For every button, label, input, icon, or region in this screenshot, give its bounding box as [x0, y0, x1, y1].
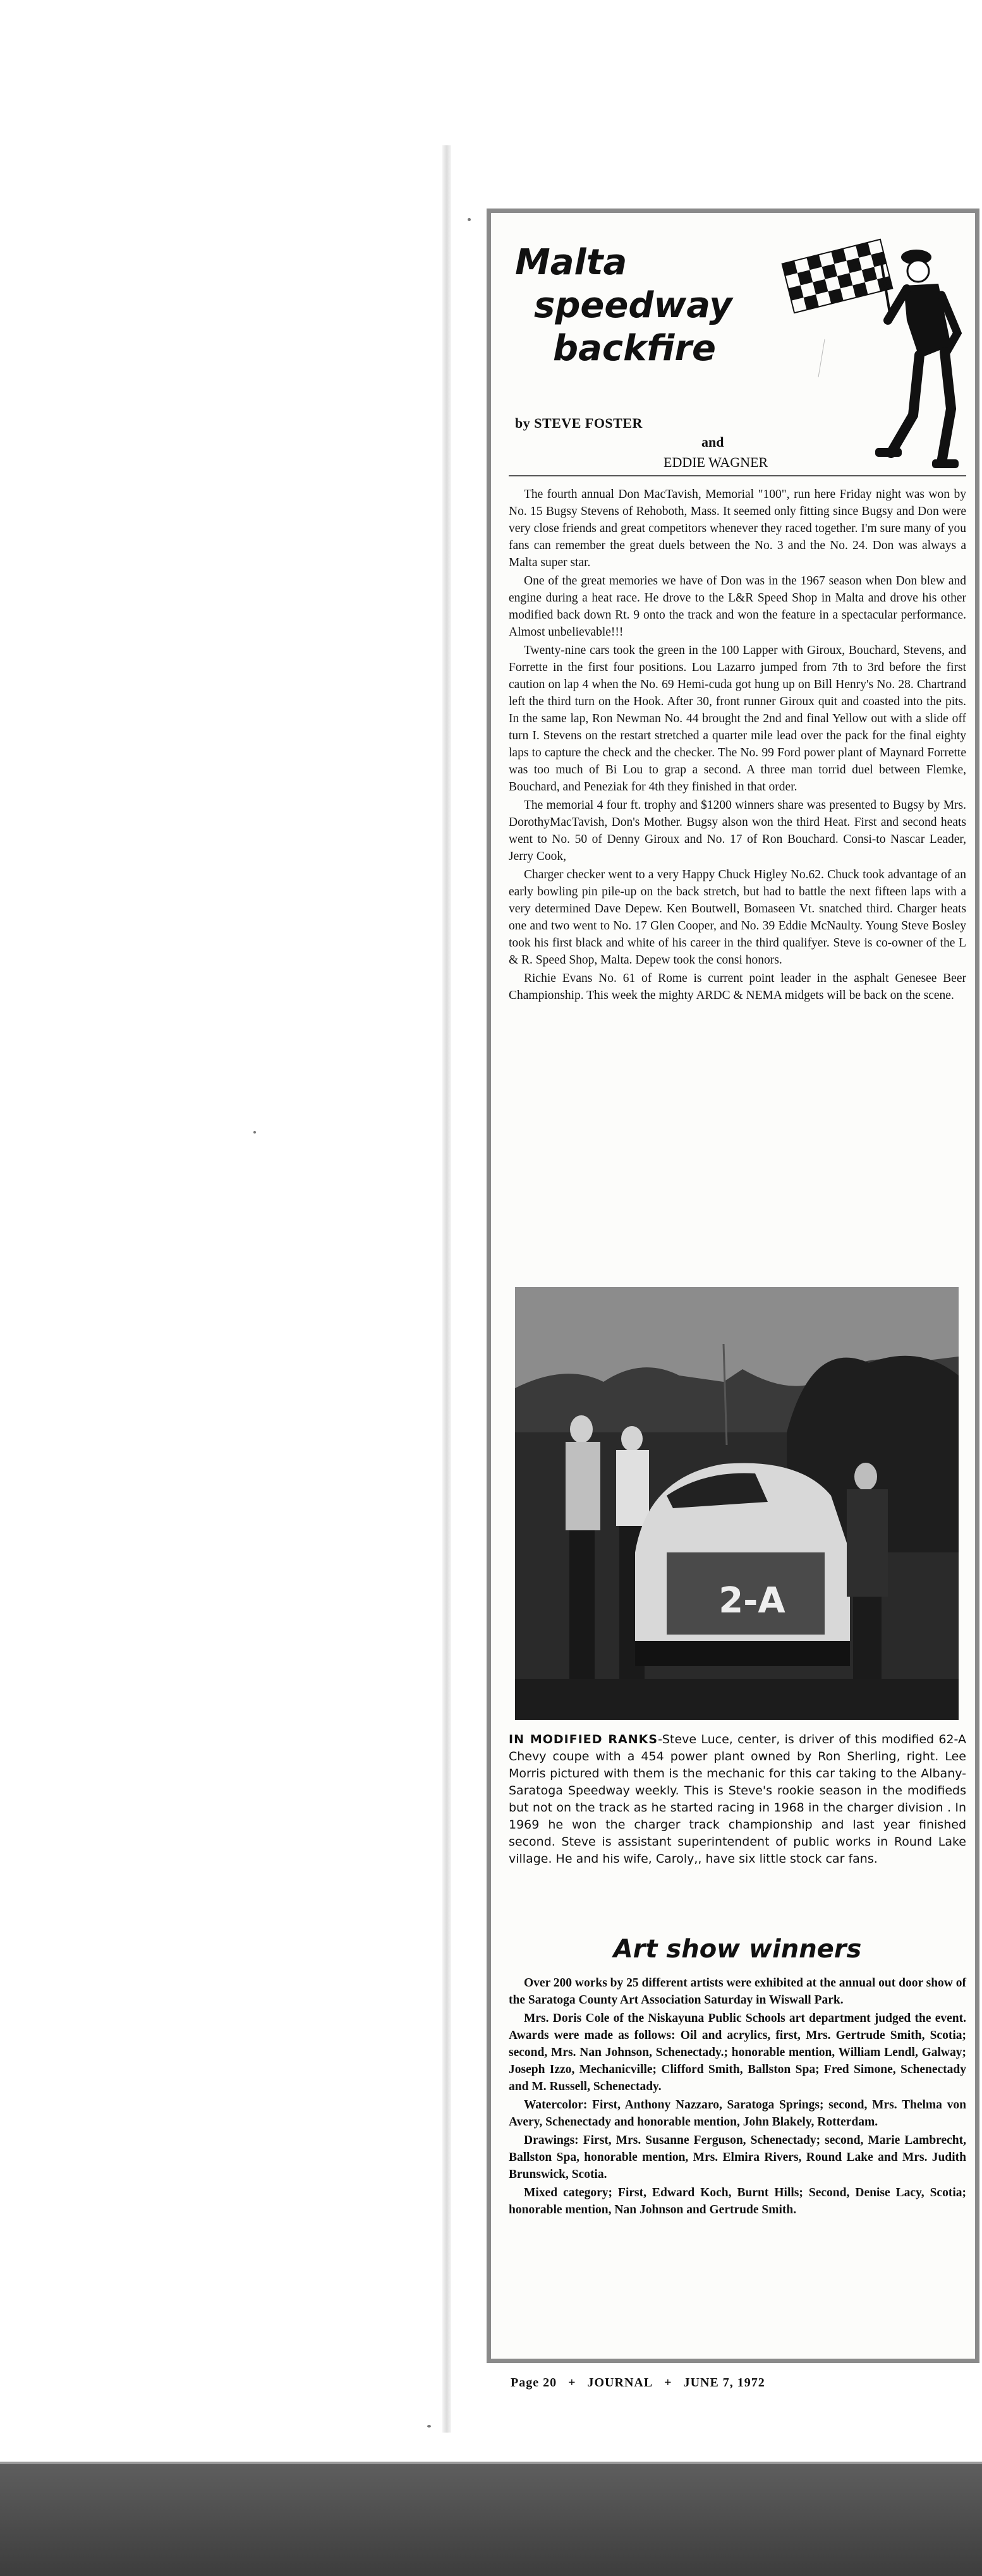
scan-speck: [468, 218, 471, 221]
art-show-paragraph: Over 200 works by 25 different artists were exhibited at the annual out door show of the Saratoga County Art Association Saturday in Wiswall Park.: [509, 1976, 967, 2007]
photo-caption: [509, 1731, 966, 1868]
byline: by STEVE FOSTER: [515, 415, 643, 431]
byline-second-author: EDDIE WAGNER: [664, 454, 768, 470]
page-footer: [511, 2376, 890, 2390]
article-body: [509, 486, 966, 1005]
art-show-paragraph: Watercolor: First, Anthony Nazzaro, Saratoga Springs; second, Mrs. Thelma von Avery, Schenectady and honorable mention, John Blakely, Rotterdam.: [509, 2098, 966, 2129]
article-title: [515, 241, 755, 370]
art-show-paragraph: Drawings: First, Mrs. Susanne Ferguson, Schenectady; second, Marie Lambrecht, Ballston Spa, honorable mention, Mrs. Elmira Rivers, Round Lake and Mrs. Judith Brunswick, Scotia.: [509, 2134, 966, 2181]
title-line: Malta: [515, 242, 627, 283]
article-header: [509, 226, 966, 476]
scan-edge-shadow: [442, 145, 451, 2433]
caption-lead: IN MODIFIED RANKS: [509, 1732, 658, 1746]
checkered-flag-man-illustration: [761, 226, 964, 472]
art-show-paragraph: Mrs. Doris Cole of the Niskayuna Public Schools art department judged the event. Awards were made as follows: Oil and acrylics, first, Mrs. Gertrude Smith, Scotia; second, Mrs. Nan Johnson, Schenectady.; honorable mention, William Lendl, Galway; Joseph Izzo, Mechanicville; Clifford Smith, Ballston Spa; Fred Simone, Schenectady and M. Russell, Schenectady.: [509, 2012, 966, 2093]
newspaper-name: JOURNAL: [587, 2376, 653, 2390]
footer-separator: +: [568, 2376, 576, 2390]
car-number: 2-A: [718, 1580, 785, 1621]
scanner-bed-band: [0, 2464, 982, 2576]
scan-speck: [253, 1131, 256, 1134]
newspaper-clipping: [487, 209, 979, 2363]
page-number: Page 20: [511, 2376, 557, 2390]
byline-and: and: [701, 434, 724, 450]
article-paragraph: Richie Evans No. 61 of Rome is current point leader in the asphalt Genesee Beer Championship. This week the mighty ARDC & NEMA midgets will be back on the scene.: [509, 972, 966, 1002]
article-paragraph: The memorial 4 four ft. trophy and $1200 winners share was presented to Bugsy by Mrs. DorothyMacTavish, Don's Mother. Bugsy alson won the third Heat. First and second heats went to No. 50 of Denny Giroux and No. 17 of Ron Bouchard. Consi-to Nascar Leader, Jerry Cook,: [509, 799, 966, 863]
caption-text: -Steve Luce, center, is driver of this modified 62-A Chevy coupe with a 454 power plant owned by Ron Sherling, right. Lee Morris pictured with them is the mechanic for this car taking to the Albany-Saratoga Speedway weekly. This is Steve's rookie season in the modifieds but not on the track as he started racing in 1968 in the charger division . In 1969 he won the charger track championship and last year finished second. Steve is assistant superintendent of public works in Round Lake village. He and his wife, Caroly,, have six little stock car fans.: [509, 1732, 966, 1866]
art-show-headline: Art show winners: [613, 1935, 862, 1964]
title-line: speedway: [534, 285, 732, 326]
art-show-body: [509, 1974, 966, 2220]
article-paragraph: Charger checker went to a very Happy Chuck Higley No.62. Chuck took advantage of an early bowling pin pile-up on the back stretch, but had to battle the next fifteen laps with a very determined Dave Depew. Ken Boutwell, Bomaseen Vt. snatched third. Charger heats one and two went to No. 17 Glen Cooper, and No. 39 Eddie McNaulty. Young Steve Bosley took his first black and white of his career in the third qualifyer. Steve is co-owner of the L & R. Speed Shop, Malta. Depew took the consi honors.: [509, 868, 966, 967]
article-paragraph: Twenty-nine cars took the green in the 100 Lapper with Giroux, Bouchard, Stevens, and Forrette in the first four positions. Lou Lazarro jumped from 7th to 3rd before the first caution on lap 4 when the No. 69 Hemi-cuda got hung up on Bill Henry's No. 28. Chartrand left the third turn on the Hook. After 30, front runner Giroux quit and coasted into the pits. In the same lap, Ron Newman No. 44 brought the 2nd and final Yellow out with a slide off turn I. Stevens on the restart stretched a quarter mile lead over the pack for the final eighty laps to capture the check and the checker. The No. 99 Ford power plant of Maynard Forrette was too much of Bi Lou to grap a second. A three man torrid duel between Flemke, Bouchard, and Peneziak for 4th they finished in that order.: [509, 644, 966, 794]
article-paragraph: The fourth annual Don MacTavish, Memorial "100", run here Friday night was won by No. 15 Bugsy Stevens of Rehoboth, Mass. It seemed only fitting since Bugsy and Don were very close friends and great competitors whenever they raced together. I'm sure many of you fans can remember the great duels between the No. 3 and the No. 24. Don was always a Malta super star.: [509, 488, 966, 569]
scan-speck: [427, 2425, 431, 2428]
footer-separator: +: [664, 2376, 672, 2390]
title-line: backfire: [553, 328, 716, 369]
race-car-photo: [515, 1287, 959, 1720]
photo-scene: [515, 1287, 959, 1720]
art-show-paragraph: Mixed category; First, Edward Koch, Burnt Hills; Second, Denise Lacy, Scotia; honorable mention, Nan Johnson and Gertrude Smith.: [509, 2186, 966, 2216]
issue-date: JUNE 7, 1972: [683, 2376, 765, 2390]
article-paragraph: One of the great memories we have of Don was in the 1967 season when Don blew and engine during a heat race. He drove to the L&R Speed Shop in Malta and drove his other modified back down Rt. 9 onto the track and won the feature in a spectacular performance. Almost unbelievable!!!: [509, 574, 966, 639]
